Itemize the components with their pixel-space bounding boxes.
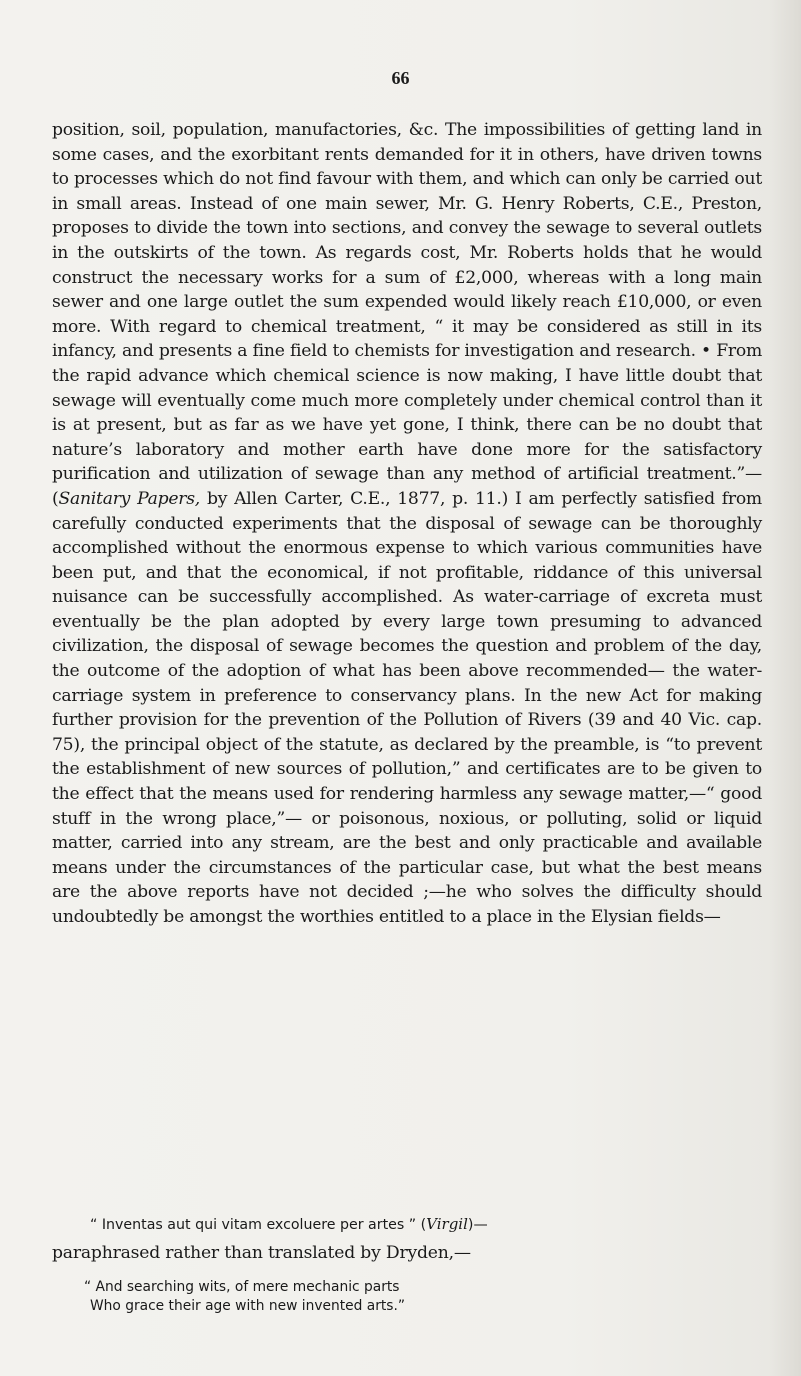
latin-quote-end: )— [467,1217,488,1233]
paragraph-part-1: position, soil, population, manufactories, &c. The impossibilities of getting land in some cases, and the exorbitant rents demanded for it in others, have driven towns to processes which do not find favour with them, and which can only be carried out in small areas. Instead of one main sewer, Mr. G. Henry Roberts, C.E., Preston, proposes to divide the town into sections, and convey the sewage to several outlets in the outskirts of the town. As regards cost, Mr. Roberts holds that he would construct the necessary works for a sum of £2,000, whereas with a long main sewer and one large outlet the sum expended would likely reach £10,000, or even more. With regard to chemical treatment, “ it may be considered as still in its infancy, and presents a fine field to chemists for investigation and research. • From the rapid advance which chemical science is now making, I have little doubt that sewage will eventually come much more completely under chemical control than it is at present, but as far as we have yet gone, I think, there can be no doubt that nature’s laboratory and mother earth have done more for the satisfactory purification and utilization of sewage than any method of artificial treatment.”—( [52,120,762,509]
paraphrase-line: paraphrased rather than translated by Dryden,— [52,1243,471,1263]
verse-quote [52,1278,762,1316]
paragraph-text [52,118,762,930]
main-paragraph [52,118,762,930]
page-number: 66 [391,68,410,88]
latin-quote [52,1215,762,1233]
citation-title: Sanitary Papers, [58,488,201,509]
citation-rest: by Allen Carter, C.E., 1877, p. 11.) [200,488,509,509]
verse-line-1: “ And searching wits, of mere mechanic parts [84,1279,400,1295]
paragraph-part-2: I am perfectly satisfied from carefully conducted experiments that the disposal of sewage can be thoroughly accomplished without the enormous expense to which various communities have been put, and that the economical, if not profitable, riddance of this universal nuisance can be successfully accomplished. As water-carriage of excreta must eventually be the plan adopted by every large town presuming to advanced civilization, the disposal of sewage becomes the question and problem of the day, the outcome of the adoption of what has been above recommended— the water-carriage system in preference to conservancy plans. In the new Act for making further provision for the prevention of the Pollution of Rivers (39 and 40 Vic. cap. 75), the principal object of the statute, as declared by the preamble, is “to prevent the establishment of new sources of pollution,” and certificates are to be given to the effect that the means used for rendering harmless any sewage matter,—“ good stuff in the wrong place,”— or poisonous, noxious, or polluting, solid or liquid matter, carried into any stream, are the best and only practicable and available means under the circumstances of the particular case, but what the best means are the above reports have not decided ;—he who solves the difficulty should undoubtedly be amongst the worthies entitled to a place in the Elysian fields— [52,488,762,927]
latin-quote-text: “ Inventas aut qui vitam excoluere per artes ” ( [90,1217,427,1233]
latin-quote-source: Virgil [426,1215,468,1233]
verse-line-2: Who grace their age with new invented arts.” [90,1298,406,1314]
